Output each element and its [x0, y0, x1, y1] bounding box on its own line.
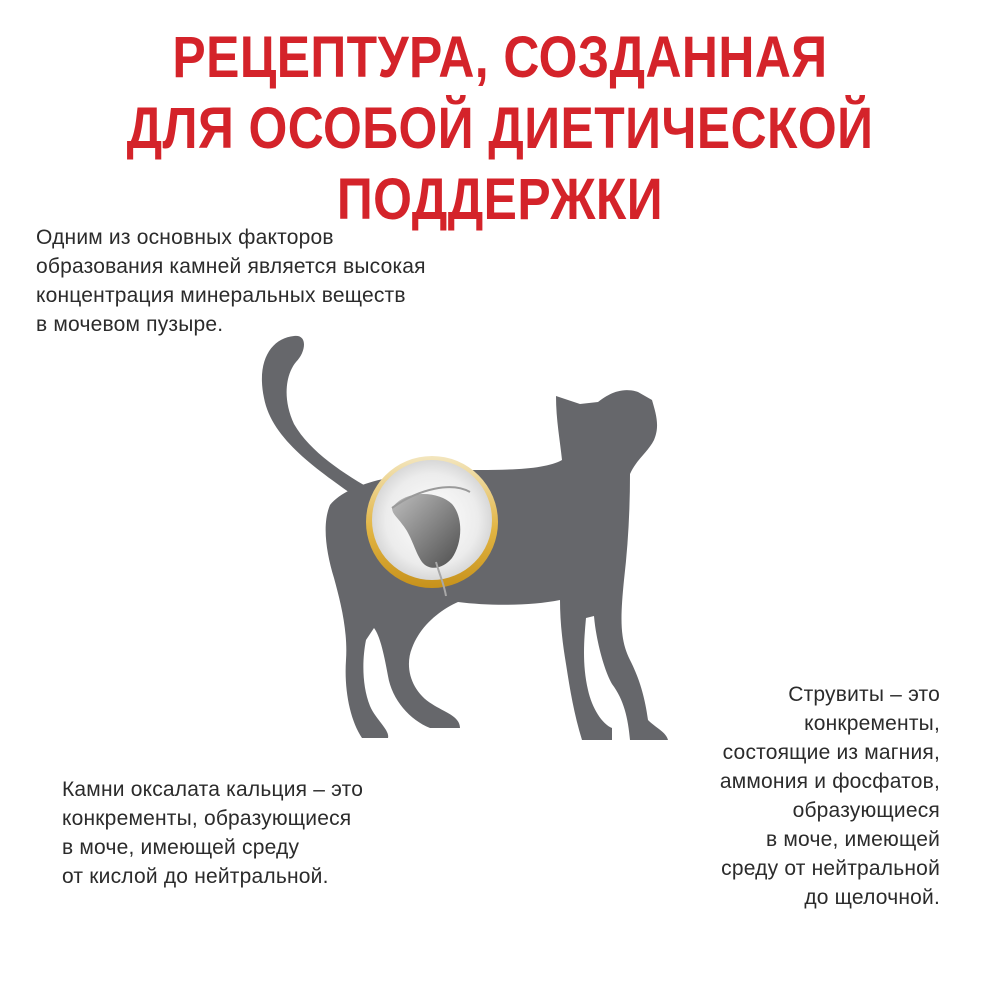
- paragraph-line: аммония и фосфатов,: [719, 770, 940, 793]
- struvite-paragraph: [720, 680, 940, 912]
- oxalate-paragraph: [62, 775, 363, 891]
- paragraph-line: образующиеся: [792, 799, 940, 822]
- paragraph-line: в моче, имеющей: [766, 828, 940, 851]
- paragraph-line: состоящие из магния,: [722, 741, 940, 764]
- headline-line: ДЛЯ ОСОБОЙ ДИЕТИЧЕСКОЙ: [126, 96, 874, 161]
- headline-line: РЕЦЕПТУРА, СОЗДАННАЯ: [172, 25, 828, 90]
- paragraph-line: от кислой до нейтральной.: [62, 865, 329, 888]
- paragraph-line: концентрация минеральных веществ: [36, 284, 406, 307]
- paragraph-line: в мочевом пузыре.: [36, 313, 224, 336]
- paragraph-line: Одним из основных факторов: [36, 226, 334, 249]
- paragraph-line: в моче, имеющей среду: [62, 836, 300, 859]
- paragraph-line: Струвиты – это: [788, 683, 940, 706]
- paragraph-line: образования камней является высокая: [36, 255, 426, 278]
- paragraph-line: Камни оксалата кальция – это: [62, 778, 364, 801]
- paragraph-line: до щелочной.: [804, 886, 940, 909]
- headline-line: ПОДДЕРЖКИ: [336, 167, 664, 232]
- paragraph-line: конкременты, образующиеся: [62, 807, 352, 830]
- paragraph-line: конкременты,: [804, 712, 940, 735]
- paragraph-line: среду от нейтральной: [721, 857, 940, 880]
